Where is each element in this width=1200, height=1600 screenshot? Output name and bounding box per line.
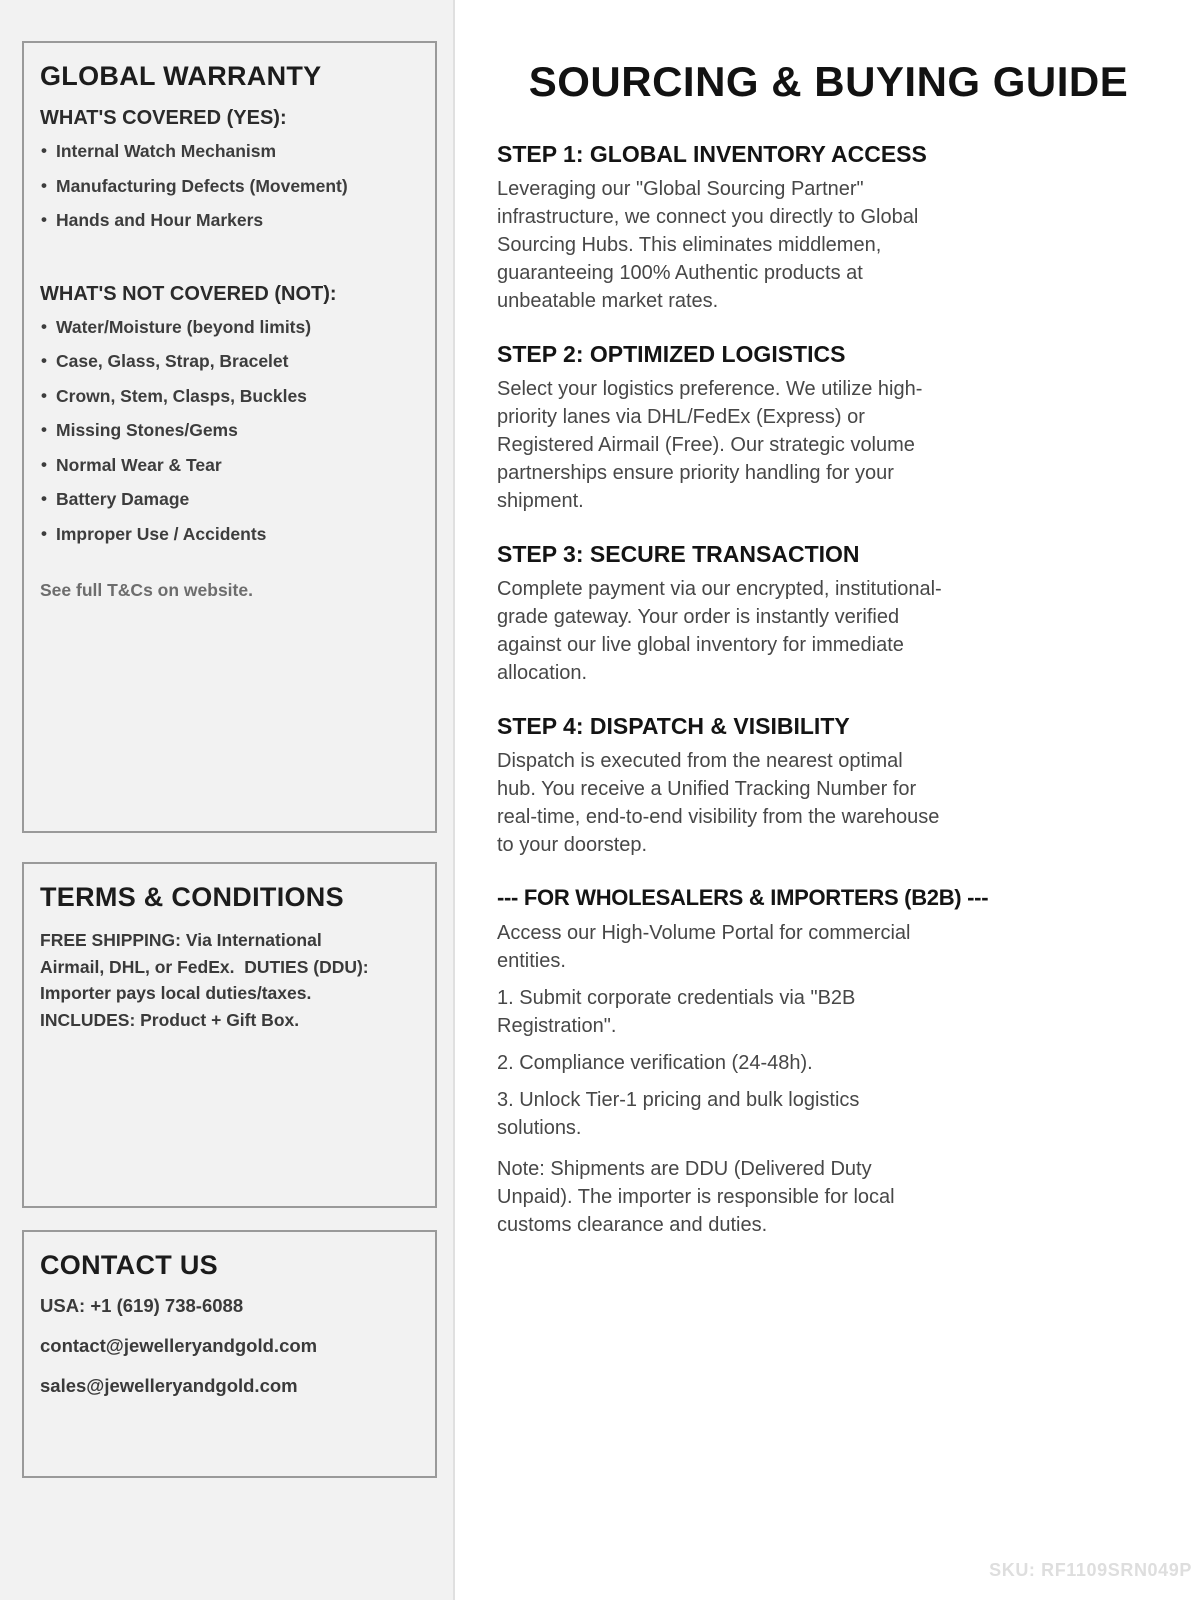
- list-item: • Battery Damage: [40, 482, 419, 517]
- sku-label: SKU: RF1109SRN049P: [989, 1560, 1192, 1580]
- guide-content: [497, 140, 1082, 1248]
- b2b-intro: Access our High-Volume Portal for commercial entities.: [497, 922, 911, 972]
- list-item: • Crown, Stem, Clasps, Buckles: [40, 379, 419, 414]
- list-item: • Normal Wear & Tear: [40, 448, 419, 483]
- list-item: • Improper Use / Accidents: [40, 517, 419, 552]
- covered-list: [40, 134, 419, 238]
- contact-phone: USA: +1 (619) 738-6088: [40, 1295, 244, 1317]
- terms-body: FREE SHIPPING: Via International Airmail, DHL, or FedEx. DUTIES (DDU): Importer pays local duties/taxes. INCLUDES: Product + Gift Box.: [40, 930, 374, 1030]
- b2b-item-2: 2. Compliance verification (24-48h).: [497, 1052, 813, 1074]
- sidebar: [0, 0, 455, 1600]
- list-item: • Missing Stones/Gems: [40, 413, 419, 448]
- list-item: • Internal Watch Mechanism: [40, 134, 419, 169]
- contact-panel: [22, 1230, 437, 1478]
- step-4-heading: STEP 4: DISPATCH & VISIBILITY: [497, 713, 850, 739]
- list-item: • Hands and Hour Markers: [40, 203, 419, 238]
- warranty-footnote: See full T&Cs on website.: [40, 580, 253, 601]
- page-title: SOURCING & BUYING GUIDE: [528, 58, 1129, 105]
- step-1-body: Leveraging our "Global Sourcing Partner" infrastructure, we connect you directly to Global Sourcing Hubs. This eliminates middlemen, guaranteeing 100% Authentic products at unbeatable market rates.: [497, 178, 919, 312]
- list-item: • Case, Glass, Strap, Bracelet: [40, 344, 419, 379]
- not-covered-list: [40, 310, 419, 552]
- step-3-heading: STEP 3: SECURE TRANSACTION: [497, 541, 860, 567]
- list-item: • Manufacturing Defects (Movement): [40, 169, 419, 204]
- list-item: • Water/Moisture (beyond limits): [40, 310, 419, 345]
- step-1-heading: STEP 1: GLOBAL INVENTORY ACCESS: [497, 141, 927, 167]
- contact-email: contact@jewelleryandgold.com: [40, 1335, 318, 1357]
- sales-email: sales@jewelleryandgold.com: [40, 1375, 298, 1397]
- terms-panel: [22, 862, 437, 1208]
- b2b-item-1: 1. Submit corporate credentials via "B2B Registration".: [497, 987, 856, 1037]
- step-4-body: Dispatch is executed from the nearest optimal hub. You receive a Unified Tracking Number for real-time, end-to-end visibility from the warehouse to your doorstep.: [497, 750, 940, 856]
- covered-heading: WHAT'S COVERED (YES):: [40, 107, 287, 130]
- warranty-panel: [22, 41, 437, 833]
- contact-title: CONTACT US: [40, 1250, 218, 1280]
- warranty-title: GLOBAL WARRANTY: [40, 61, 322, 91]
- step-3-body: Complete payment via our encrypted, institutional-grade gateway. Your order is instantly verified against our live global inventory for immediate allocation.: [497, 578, 942, 684]
- b2b-heading: --- FOR WHOLESALERS & IMPORTERS (B2B) ---: [497, 885, 989, 910]
- not-covered-heading: WHAT'S NOT COVERED (NOT):: [40, 282, 337, 305]
- step-2-body: Select your logistics preference. We utilize high-priority lanes via DHL/FedEx (Express) or Registered Airmail (Free). Our strategic volume partnerships ensure priority handling for your shipment.: [497, 378, 923, 512]
- terms-title: TERMS & CONDITIONS: [40, 882, 344, 912]
- step-2-heading: STEP 2: OPTIMIZED LOGISTICS: [497, 341, 846, 367]
- b2b-item-3: 3. Unlock Tier-1 pricing and bulk logistics solutions.: [497, 1089, 860, 1139]
- b2b-note: Note: Shipments are DDU (Delivered Duty Unpaid). The importer is responsible for local customs clearance and duties.: [497, 1158, 895, 1236]
- sourcing-guide: [457, 0, 1200, 1600]
